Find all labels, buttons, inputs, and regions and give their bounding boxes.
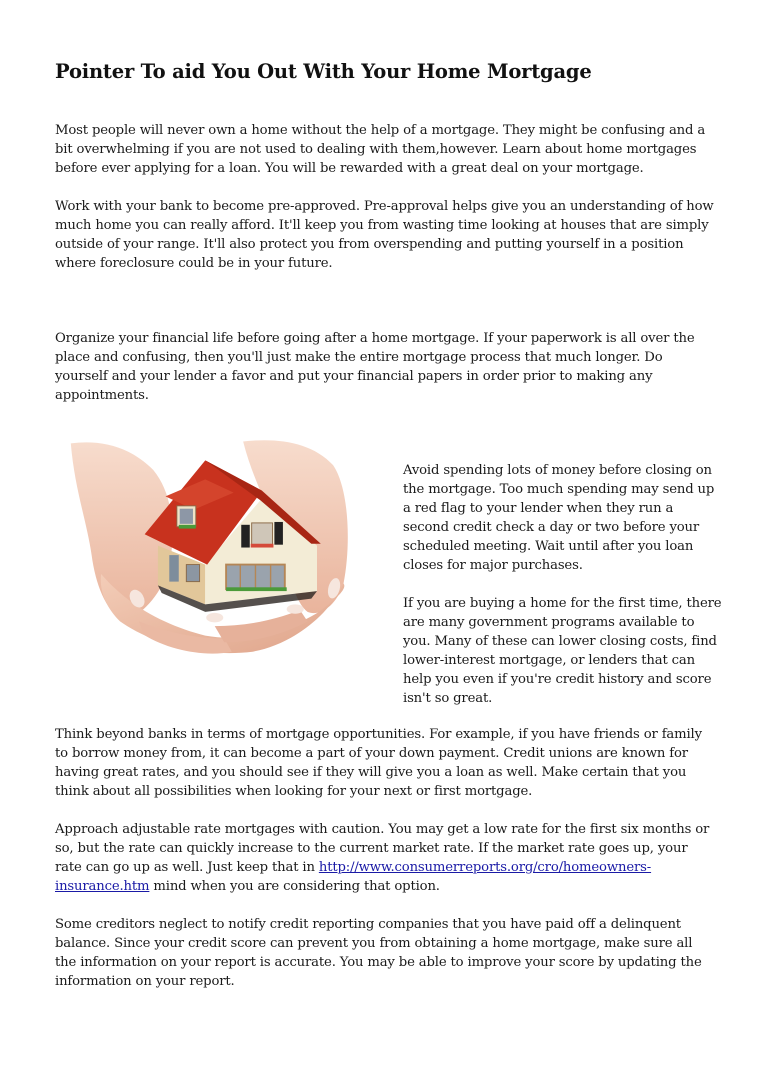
adjustable-text-after-link: mind when you are considering that option. [149,878,440,894]
paragraph-think-beyond-banks: Think beyond banks in terms of mortgage opportunities. For example, if you have friends or family to borrow money from, it can become a part of your down payment. Credit unions are known for having great rates, and you should see if they will give you a loan as well. Make certain that you think about all possibilities when looking for your next or first mortgage. [55,727,702,799]
side-paragraph-first-time-buyer: If you are buying a home for the first time, there are many government programs available to you. Many of these can lower closing costs, find lower-interest mortgage, or lenders that can help you even if you're credit history and score isn't so great. [403,596,722,706]
paragraph-adjustable-rate [55,821,717,897]
paragraph-organize: Organize your financial life before going after a home mortgage. If your paperwork is all over the place and confusing, then you'll just make the entire mortgage process that much longer. Do yourself and your lender a favor and put your financial papers in order prior to making any appointments. [55,331,695,403]
paragraph-pre-approval: Work with your bank to become pre-approved. Pre-approval helps give you an understanding of how much home you can really afford. It'll keep you from wasting time looking at houses that are simply outside of your range. It'll also protect you from overspending and putting yourself in a position where foreclosure could be in your future. [55,199,714,271]
page-title: Pointer To aid You Out With Your Home Mortgage [55,60,592,83]
hands-holding-house-image [62,432,358,664]
paragraph-intro: Most people will never own a home without the help of a mortgage. They might be confusing and a bit overwhelming if you are not used to dealing with them,however. Learn about home mortgages before ever applying for a loan. You will be rewarded with a great deal on your mortgage. [55,123,706,176]
side-paragraph-spending: Avoid spending lots of money before closing on the mortgage. Too much spending may send up a red flag to your lender when they run a second credit check a day or two before your scheduled meeting. Wait until after you loan closes for major purchases. [403,463,715,573]
adjustable-text-before-link: Approach adjustable rate mortgages with caution. You may get a low rate for the first six months or so, but the rate can quickly increase to the current market rate. If the market rate goes up, your rate can go up as well. Just keep that in [55,822,710,875]
paragraph-creditors: Some creditors neglect to notify credit reporting companies that you have paid off a delinquent balance. Since your credit score can prevent you from obtaining a home mortgage, make sure all the information on your report is accurate. You may be able to improve your score by updating the information on your report. [55,917,702,989]
house-illustration [62,432,358,664]
consumer-reports-link[interactable]: http://www.consumerreports.org/cro/homeowners-insurance.htm [55,859,652,894]
